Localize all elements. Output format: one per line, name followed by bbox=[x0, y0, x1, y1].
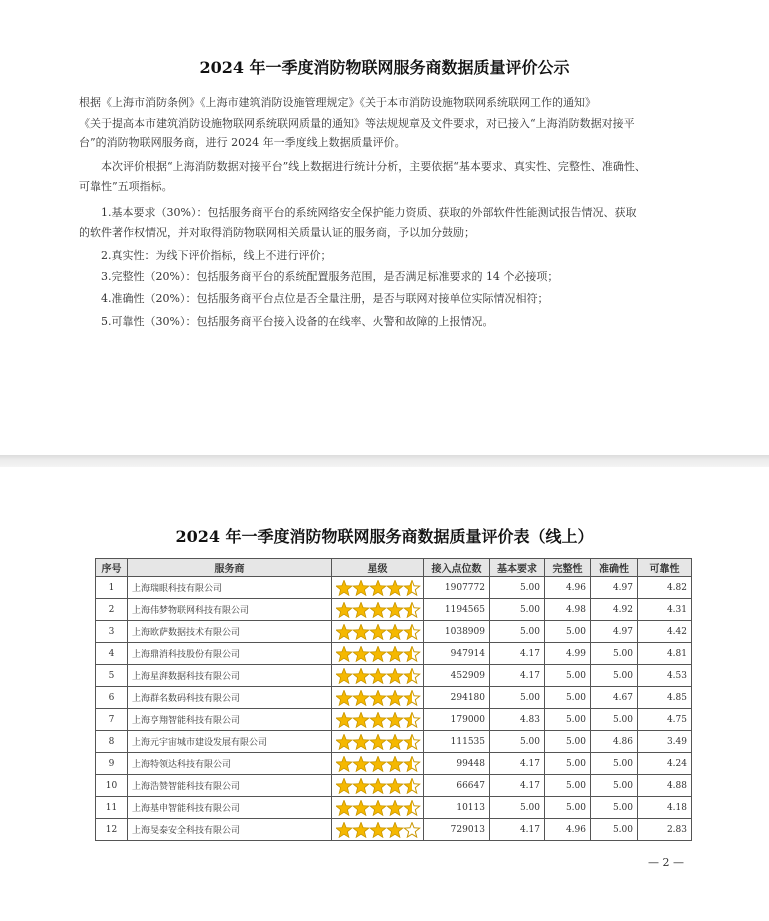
star-filled-icon bbox=[370, 800, 385, 814]
table-title: 2024 年一季度消防物联网服务商数据质量评价表（线上） bbox=[175, 527, 594, 546]
star-rating-icon bbox=[336, 712, 421, 728]
star-filled-icon bbox=[336, 734, 351, 748]
row-accuracy-score: 5.00 bbox=[591, 797, 638, 819]
star-filled-icon bbox=[370, 646, 385, 660]
row-basic-score: 5.00 bbox=[490, 577, 545, 599]
row-provider-name: 上海星湃数据科技有限公司 bbox=[128, 665, 332, 687]
star-filled-icon bbox=[353, 602, 368, 616]
intro-line-2: 《关于提高本市建筑消防设施物联网系统联网质量的通知》等法规规章及文件要求，对已接入“上海消防数据对接平 bbox=[79, 117, 635, 130]
star-filled-icon bbox=[387, 822, 402, 836]
star-rating-icon bbox=[336, 602, 421, 618]
page-separator bbox=[0, 455, 769, 467]
row-completeness-score: 5.00 bbox=[545, 687, 591, 709]
row-completeness-score: 4.96 bbox=[545, 819, 591, 841]
row-no: 11 bbox=[96, 797, 128, 819]
row-star-rating bbox=[332, 643, 424, 665]
star-filled-icon bbox=[336, 646, 351, 660]
row-accuracy-score: 5.00 bbox=[591, 709, 638, 731]
star-rating-icon bbox=[336, 778, 421, 794]
row-no: 1 bbox=[96, 577, 128, 599]
row-completeness-score: 5.00 bbox=[545, 665, 591, 687]
star-rating-icon bbox=[336, 668, 421, 684]
star-filled-icon bbox=[370, 668, 385, 682]
item-reliability: 5.可靠性（30%）：包括服务商平台接入设备的在线率、火警和故障的上报情况。 bbox=[101, 315, 494, 328]
star-filled-icon bbox=[387, 712, 402, 726]
row-accuracy-score: 4.92 bbox=[591, 599, 638, 621]
row-completeness-score: 5.00 bbox=[545, 709, 591, 731]
row-points: 729013 bbox=[424, 819, 490, 841]
star-filled-icon bbox=[370, 690, 385, 704]
star-filled-icon bbox=[336, 624, 351, 638]
star-filled-icon bbox=[370, 822, 385, 836]
star-filled-icon bbox=[353, 734, 368, 748]
row-accuracy-score: 5.00 bbox=[591, 753, 638, 775]
row-completeness-score: 5.00 bbox=[545, 731, 591, 753]
row-no: 6 bbox=[96, 687, 128, 709]
row-basic-score: 5.00 bbox=[490, 797, 545, 819]
star-filled-icon bbox=[336, 712, 351, 726]
star-rating-icon bbox=[336, 624, 421, 640]
item-authenticity: 2.真实性：为线下评价指标，线上不进行评价； bbox=[101, 249, 332, 262]
row-basic-score: 5.00 bbox=[490, 599, 545, 621]
star-filled-icon bbox=[353, 690, 368, 704]
row-reliability-score: 4.88 bbox=[638, 775, 692, 797]
row-no: 5 bbox=[96, 665, 128, 687]
star-filled-icon bbox=[387, 690, 402, 704]
row-no: 2 bbox=[96, 599, 128, 621]
row-star-rating bbox=[332, 797, 424, 819]
row-no: 7 bbox=[96, 709, 128, 731]
star-rating-icon bbox=[336, 690, 421, 706]
star-filled-icon bbox=[353, 646, 368, 660]
star-filled-icon bbox=[370, 602, 385, 616]
table-row bbox=[96, 643, 692, 665]
item-basic-line-2: 的软件著作权情况，并对取得消防物联网相关质量认证的服务商，予以加分鼓励； bbox=[79, 226, 475, 239]
row-points: 947914 bbox=[424, 643, 490, 665]
row-no: 12 bbox=[96, 819, 128, 841]
row-provider-name: 上海旻泰安全科技有限公司 bbox=[128, 819, 332, 841]
row-star-rating bbox=[332, 665, 424, 687]
star-filled-icon bbox=[370, 624, 385, 638]
star-filled-icon bbox=[336, 668, 351, 682]
row-reliability-score: 4.53 bbox=[638, 665, 692, 687]
row-basic-score: 5.00 bbox=[490, 731, 545, 753]
row-star-rating bbox=[332, 599, 424, 621]
row-no: 8 bbox=[96, 731, 128, 753]
row-provider-name: 上海鼎消科技股份有限公司 bbox=[128, 643, 332, 665]
star-filled-icon bbox=[353, 668, 368, 682]
star-filled-icon bbox=[370, 712, 385, 726]
col-header-reliability: 可靠性 bbox=[638, 559, 692, 577]
table-header-row bbox=[96, 559, 692, 577]
row-reliability-score: 2.83 bbox=[638, 819, 692, 841]
notice-title: 2024 年一季度消防物联网服务商数据质量评价公示 bbox=[199, 58, 570, 77]
row-points: 66647 bbox=[424, 775, 490, 797]
star-filled-icon bbox=[370, 734, 385, 748]
table-row bbox=[96, 797, 692, 819]
row-points: 1194565 bbox=[424, 599, 490, 621]
star-filled-icon bbox=[387, 646, 402, 660]
row-points: 1907772 bbox=[424, 577, 490, 599]
row-completeness-score: 5.00 bbox=[545, 753, 591, 775]
star-filled-icon bbox=[336, 800, 351, 814]
row-completeness-score: 5.00 bbox=[545, 775, 591, 797]
row-points: 1038909 bbox=[424, 621, 490, 643]
row-accuracy-score: 5.00 bbox=[591, 665, 638, 687]
page-number: — 2 — bbox=[648, 856, 684, 869]
star-filled-icon bbox=[353, 800, 368, 814]
row-star-rating bbox=[332, 731, 424, 753]
row-basic-score: 4.83 bbox=[490, 709, 545, 731]
row-points: 111535 bbox=[424, 731, 490, 753]
row-star-rating bbox=[332, 577, 424, 599]
row-no: 3 bbox=[96, 621, 128, 643]
row-star-rating bbox=[332, 775, 424, 797]
star-filled-icon bbox=[387, 602, 402, 616]
row-basic-score: 4.17 bbox=[490, 665, 545, 687]
row-points: 179000 bbox=[424, 709, 490, 731]
row-completeness-score: 4.96 bbox=[545, 577, 591, 599]
star-filled-icon bbox=[387, 800, 402, 814]
star-rating-icon bbox=[336, 822, 421, 838]
row-reliability-score: 4.82 bbox=[638, 577, 692, 599]
table-row bbox=[96, 621, 692, 643]
star-filled-icon bbox=[353, 822, 368, 836]
col-header-stars: 星级 bbox=[332, 559, 424, 577]
row-reliability-score: 4.85 bbox=[638, 687, 692, 709]
table-row bbox=[96, 819, 692, 841]
row-provider-name: 上海元宇宙城市建设发展有限公司 bbox=[128, 731, 332, 753]
star-rating-icon bbox=[336, 646, 421, 662]
row-basic-score: 5.00 bbox=[490, 687, 545, 709]
row-points: 99448 bbox=[424, 753, 490, 775]
row-star-rating bbox=[332, 687, 424, 709]
star-filled-icon bbox=[353, 778, 368, 792]
col-header-no: 序号 bbox=[96, 559, 128, 577]
star-filled-icon bbox=[336, 822, 351, 836]
row-provider-name: 上海伟梦物联网科技有限公司 bbox=[128, 599, 332, 621]
row-basic-score: 4.17 bbox=[490, 819, 545, 841]
intro-line-1: 根据《上海市消防条例》《上海市建筑消防设施管理规定》《关于本市消防设施物联网系统联网工作的通知》 bbox=[79, 96, 596, 109]
table-row bbox=[96, 665, 692, 687]
row-basic-score: 4.17 bbox=[490, 753, 545, 775]
table-row bbox=[96, 709, 692, 731]
col-header-points: 接入点位数 bbox=[424, 559, 490, 577]
row-basic-score: 4.17 bbox=[490, 643, 545, 665]
row-completeness-score: 4.99 bbox=[545, 643, 591, 665]
row-no: 9 bbox=[96, 753, 128, 775]
row-completeness-score: 5.00 bbox=[545, 797, 591, 819]
row-reliability-score: 4.42 bbox=[638, 621, 692, 643]
col-header-provider: 服务商 bbox=[128, 559, 332, 577]
row-completeness-score: 4.98 bbox=[545, 599, 591, 621]
basis-line-1: 本次评价根据“上海消防数据对接平台”线上数据进行统计分析，主要依据“基本要求、真实性、完整性、准确性、 bbox=[101, 160, 646, 173]
star-filled-icon bbox=[387, 668, 402, 682]
row-points: 452909 bbox=[424, 665, 490, 687]
star-filled-icon bbox=[353, 756, 368, 770]
star-filled-icon bbox=[387, 624, 402, 638]
row-provider-name: 上海特领达科技有限公司 bbox=[128, 753, 332, 775]
table-row bbox=[96, 731, 692, 753]
star-filled-icon bbox=[336, 602, 351, 616]
table-row bbox=[96, 775, 692, 797]
star-filled-icon bbox=[370, 756, 385, 770]
row-basic-score: 4.17 bbox=[490, 775, 545, 797]
basis-line-2: 可靠性”五项指标。 bbox=[79, 180, 173, 193]
row-reliability-score: 3.49 bbox=[638, 731, 692, 753]
row-provider-name: 上海瑞眼科技有限公司 bbox=[128, 577, 332, 599]
row-star-rating bbox=[332, 753, 424, 775]
star-filled-icon bbox=[387, 580, 402, 594]
star-filled-icon bbox=[370, 580, 385, 594]
item-accuracy: 4.准确性（20%）：包括服务商平台点位是否全量注册，是否与联网对接单位实际情况相符； bbox=[101, 292, 549, 305]
star-filled-icon bbox=[336, 756, 351, 770]
item-basic-line-1: 1.基本要求（30%）：包括服务商平台的系统网络安全保护能力资质、获取的外部软件性能测试报告情况、获取 bbox=[101, 206, 637, 219]
row-points: 10113 bbox=[424, 797, 490, 819]
table-row bbox=[96, 753, 692, 775]
row-accuracy-score: 4.97 bbox=[591, 577, 638, 599]
star-filled-icon bbox=[370, 778, 385, 792]
col-header-accuracy: 准确性 bbox=[591, 559, 638, 577]
star-filled-icon bbox=[353, 580, 368, 594]
table-row bbox=[96, 577, 692, 599]
star-filled-icon bbox=[336, 580, 351, 594]
star-filled-icon bbox=[336, 690, 351, 704]
evaluation-table bbox=[95, 558, 692, 841]
row-star-rating bbox=[332, 621, 424, 643]
star-rating-icon bbox=[336, 800, 421, 816]
row-reliability-score: 4.75 bbox=[638, 709, 692, 731]
col-header-basic: 基本要求 bbox=[490, 559, 545, 577]
row-reliability-score: 4.81 bbox=[638, 643, 692, 665]
col-header-completeness: 完整性 bbox=[545, 559, 591, 577]
row-star-rating bbox=[332, 709, 424, 731]
star-filled-icon bbox=[353, 624, 368, 638]
star-filled-icon bbox=[387, 734, 402, 748]
row-accuracy-score: 4.67 bbox=[591, 687, 638, 709]
row-no: 10 bbox=[96, 775, 128, 797]
star-filled-icon bbox=[353, 712, 368, 726]
row-provider-name: 上海欧萨数据技术有限公司 bbox=[128, 621, 332, 643]
table-row bbox=[96, 687, 692, 709]
row-reliability-score: 4.24 bbox=[638, 753, 692, 775]
table-body bbox=[96, 577, 692, 841]
row-completeness-score: 5.00 bbox=[545, 621, 591, 643]
row-accuracy-score: 5.00 bbox=[591, 819, 638, 841]
row-accuracy-score: 4.97 bbox=[591, 621, 638, 643]
row-basic-score: 5.00 bbox=[490, 621, 545, 643]
row-provider-name: 上海亨翔智能科技有限公司 bbox=[128, 709, 332, 731]
star-outline-icon bbox=[404, 822, 419, 836]
star-rating-icon bbox=[336, 756, 421, 772]
item-completeness: 3.完整性（20%）：包括服务商平台的系统配置服务范围，是否满足标准要求的 14 个必接项； bbox=[101, 270, 559, 283]
row-provider-name: 上海浩赞智能科技有限公司 bbox=[128, 775, 332, 797]
intro-line-3: 台”的消防物联网服务商，进行 2024 年一季度线上数据质量评价。 bbox=[79, 136, 406, 149]
row-provider-name: 上海基申智能科技有限公司 bbox=[128, 797, 332, 819]
row-accuracy-score: 4.86 bbox=[591, 731, 638, 753]
row-accuracy-score: 5.00 bbox=[591, 775, 638, 797]
star-filled-icon bbox=[387, 778, 402, 792]
row-reliability-score: 4.18 bbox=[638, 797, 692, 819]
row-provider-name: 上海群名数码科技有限公司 bbox=[128, 687, 332, 709]
row-reliability-score: 4.31 bbox=[638, 599, 692, 621]
row-accuracy-score: 5.00 bbox=[591, 643, 638, 665]
star-filled-icon bbox=[387, 756, 402, 770]
star-rating-icon bbox=[336, 734, 421, 750]
row-no: 4 bbox=[96, 643, 128, 665]
table-row bbox=[96, 599, 692, 621]
star-rating-icon bbox=[336, 580, 421, 596]
star-filled-icon bbox=[336, 778, 351, 792]
row-points: 294180 bbox=[424, 687, 490, 709]
row-star-rating bbox=[332, 819, 424, 841]
